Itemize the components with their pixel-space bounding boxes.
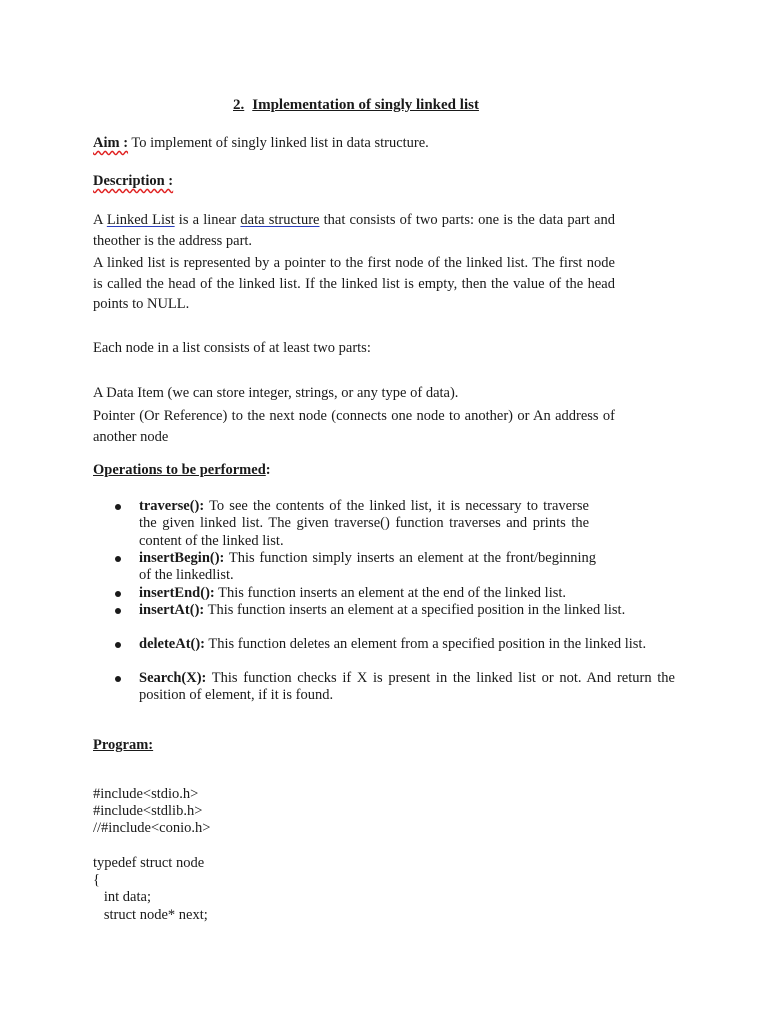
- operation-description: This function inserts an element at the end of the linked list.: [214, 585, 567, 601]
- bullet-icon: [115, 642, 121, 648]
- operation-name: insertBegin():: [139, 550, 225, 566]
- operations-label: Operations to be performed: [93, 462, 266, 478]
- operation-name: deleteAt():: [139, 636, 206, 652]
- title-number: 2.: [233, 97, 245, 113]
- program-heading: Program:: [93, 737, 154, 753]
- operation-description: To see the contents of the linked list, it is necessary to traverse the given linked list. The given traverse() function traverses and prints the content of the linked list.: [139, 498, 589, 549]
- para1-text-c: that consists of two parts: one is the data part and theother is the address part.: [93, 212, 615, 249]
- code-line: typedef struct node: [93, 855, 205, 871]
- list-item: [139, 602, 675, 619]
- paragraph-linked-list-intro: [93, 210, 615, 251]
- operation-description: This function checks if X is present in the linked list or not. And return the position of element, if it is found.: [139, 670, 675, 704]
- bullet-icon: [115, 504, 121, 510]
- operation-description: This function inserts an element at a specified position in the linked list.: [204, 602, 626, 618]
- list-item: [139, 550, 596, 585]
- page-title: [233, 97, 479, 114]
- linked-list-link[interactable]: Linked List: [106, 212, 175, 228]
- paragraph-data-item: A Data Item (we can store integer, strings, or any type of data).: [93, 385, 459, 401]
- operation-name: Search(X):: [139, 670, 207, 686]
- bullet-icon: [115, 591, 121, 597]
- operation-description: This function simply inserts an element at the front/beginning of the linkedlist.: [139, 550, 596, 584]
- data-structure-link[interactable]: data structure: [240, 212, 320, 228]
- paragraph-node-parts: Each node in a list consists of at least two parts:: [93, 340, 371, 356]
- list-item: [139, 498, 589, 550]
- description-heading: [93, 173, 173, 190]
- paragraph-head-pointer: A linked list is represented by a pointer to the first node of the linked list. The first node is called the head of the linked list. If the linked list is empty, then the value of the head points to NULL.: [93, 255, 615, 312]
- code-line: struct node* next;: [93, 906, 208, 923]
- bullet-icon: [115, 556, 121, 562]
- title-text: Implementation of singly linked list: [252, 97, 479, 113]
- code-line: {: [93, 872, 100, 889]
- code-line: //#include<conio.h>: [93, 820, 211, 837]
- bullet-icon: [115, 608, 121, 614]
- code-block-struct: [93, 855, 208, 924]
- list-item: [139, 636, 675, 653]
- operation-name: insertAt():: [139, 602, 205, 618]
- aim-text: To implement of singly linked list in data structure.: [128, 135, 429, 151]
- para1-text-b: is a linear: [174, 212, 241, 228]
- description-label: Description :: [93, 173, 174, 189]
- aim-line: [93, 135, 429, 152]
- operations-heading: [93, 462, 271, 479]
- code-line: #include<stdio.h>: [93, 786, 199, 802]
- list-item: [139, 670, 675, 705]
- paragraph-pointer: Pointer (Or Reference) to the next node (connects one node to another) or An address of another node: [93, 408, 615, 445]
- operation-description: This function deletes an element from a specified position in the linked list.: [205, 636, 647, 652]
- code-line: #include<stdlib.h>: [93, 803, 203, 820]
- list-item: [139, 585, 675, 602]
- aim-label: Aim :: [93, 135, 129, 151]
- operation-name: traverse():: [139, 498, 205, 514]
- code-line: int data;: [93, 889, 151, 906]
- operations-colon: :: [265, 462, 271, 478]
- operation-name: insertEnd():: [139, 585, 215, 601]
- code-block-includes: [93, 786, 210, 838]
- para1-text-a: A: [93, 212, 107, 228]
- bullet-icon: [115, 676, 121, 682]
